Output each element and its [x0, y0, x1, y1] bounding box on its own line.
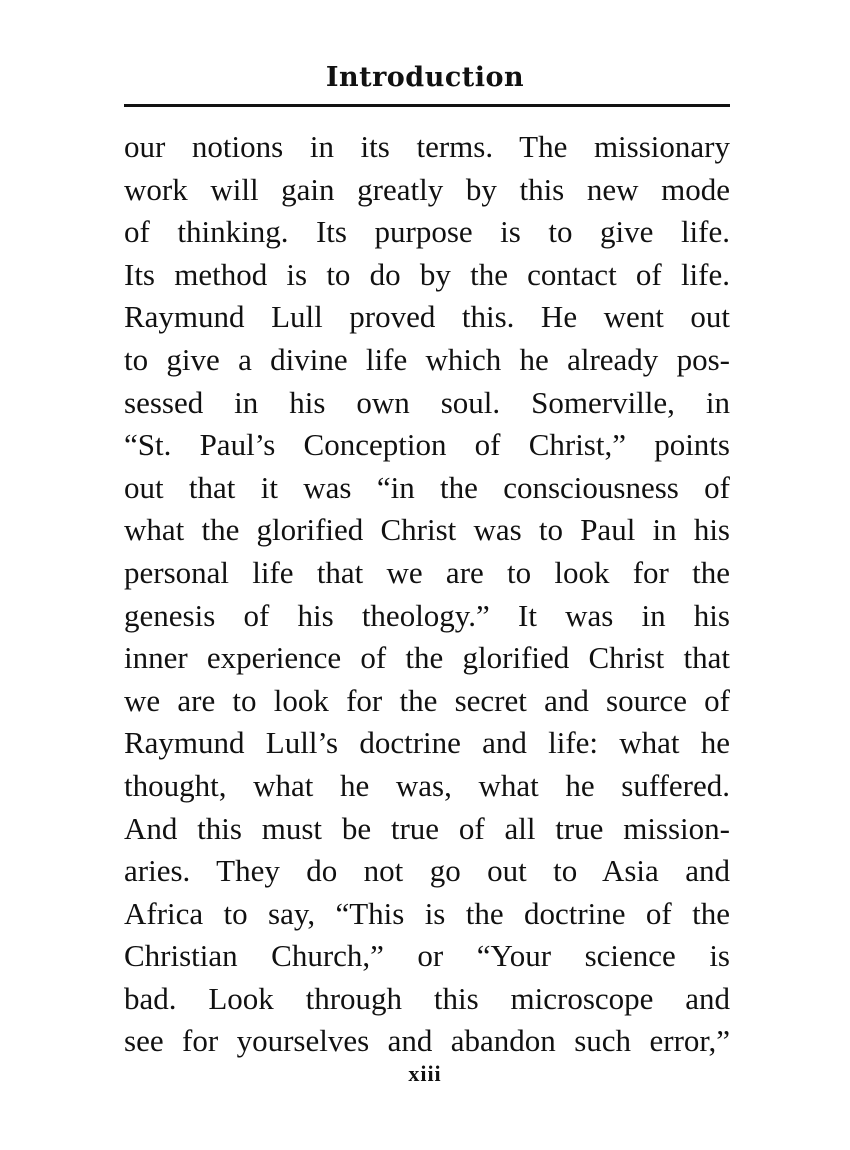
- text-line: Raymund Lull proved this. He went out: [124, 299, 730, 335]
- text-line: aries. They do not go out to Asia and: [124, 853, 730, 889]
- text-line: we are to look for the secret and source of: [124, 682, 730, 718]
- text-line: inner experience of the glorified Christ that: [124, 640, 730, 676]
- body-text: [124, 126, 730, 1063]
- text-line: thought, what he was, what he suffered.: [124, 767, 730, 803]
- text-line: work will gain greatly by this new mode: [124, 171, 730, 207]
- header-rule: [124, 104, 730, 107]
- text-line: Africa to say, “This is the doctrine of the: [124, 895, 730, 931]
- text-line: sessed in his own soul. Somerville, in: [124, 384, 730, 420]
- text-line: Christian Church,” or “Your science is: [124, 938, 730, 974]
- running-head-title: Introduction: [325, 62, 525, 93]
- text-line: see for yourselves and abandon such error,”: [124, 1023, 730, 1059]
- text-line: personal life that we are to look for the: [124, 554, 730, 590]
- text-line: bad. Look through this microscope and: [124, 980, 730, 1016]
- text-line: genesis of his theology.” It was in his: [124, 597, 730, 633]
- text-line: what the glorified Christ was to Paul in his: [124, 512, 730, 548]
- page-number: xiii: [408, 1061, 442, 1086]
- text-line: of thinking. Its purpose is to give life.: [124, 214, 730, 250]
- text-line: out that it was “in the consciousness of: [124, 469, 730, 505]
- text-line: to give a divine life which he already pos-: [124, 341, 730, 377]
- text-line: “St. Paul’s Conception of Christ,” points: [124, 427, 730, 463]
- text-line: And this must be true of all true mission-: [124, 810, 730, 846]
- text-line: our notions in its terms. The missionary: [124, 129, 730, 164]
- text-line: Its method is to do by the contact of life.: [124, 256, 730, 292]
- text-line: Raymund Lull’s doctrine and life: what he: [124, 725, 730, 761]
